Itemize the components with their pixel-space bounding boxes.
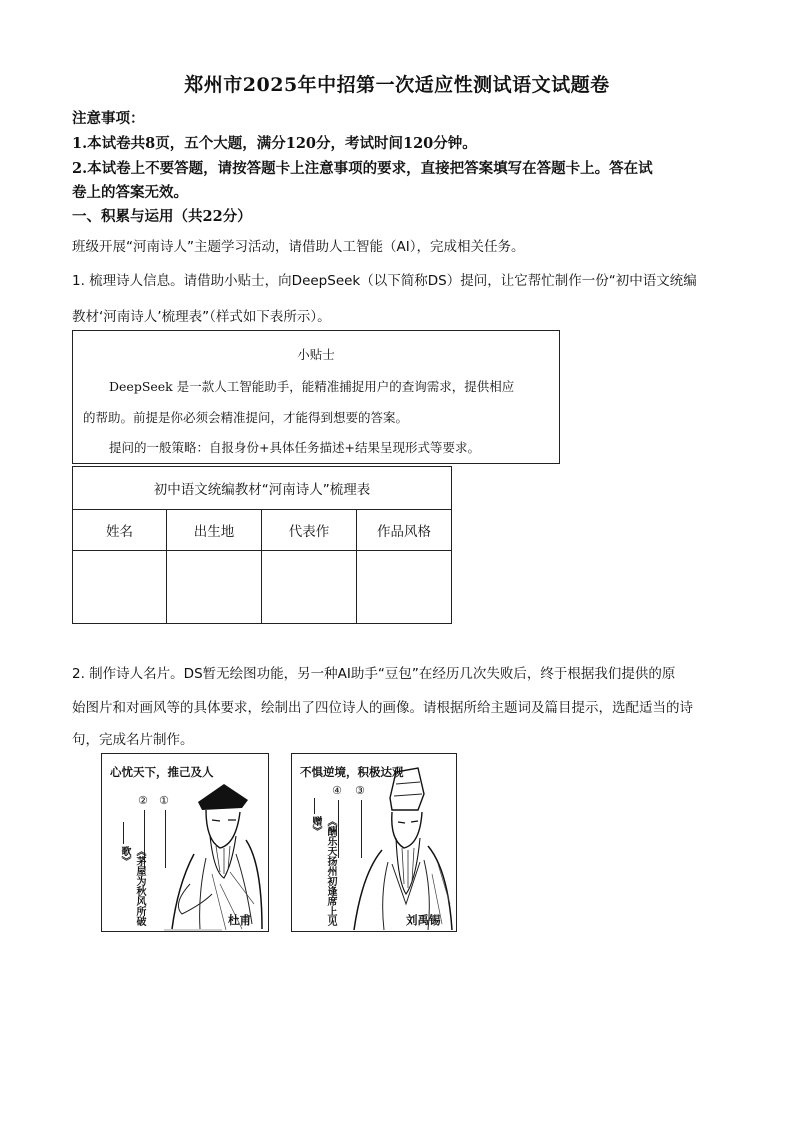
table-header-style: 作品风格: [356, 510, 451, 551]
tip-line-2: 的帮助。前提是你必须会精准提问，才能得到想要的答案。: [83, 410, 409, 425]
card-source: 《酬乐天扬州初逢席上见赠》: [310, 816, 336, 926]
table-cell: [167, 551, 262, 624]
tip-title: 小贴士: [297, 347, 335, 362]
table-caption: 初中语文统编教材“河南诗人”梳理表: [73, 467, 452, 510]
poet-table: [72, 466, 452, 624]
table-cell: [261, 551, 356, 624]
poet-card-liu-yuxi: [291, 753, 457, 932]
tip-line-1: DeepSeek 是一款人工智能助手，能精准捕捉用户的查询需求，提供相应: [109, 379, 515, 394]
tip-line-3: 提问的一般策略：自报身份+具体任务描述+结果呈现形式等要求。: [109, 440, 480, 455]
section-intro: 班级开展“河南诗人”主题学习活动，请借助人工智能（AI），完成相关任务。: [72, 239, 525, 255]
blank-marker: ③: [355, 784, 365, 797]
question-2-line3: 句，完成名片制作。: [72, 732, 194, 748]
question-1-line1: 1. 梳理诗人信息。请借助小贴士，向DeepSeek（以下简称DS）提问，让它帮忙制作一份“初中语文统编: [72, 273, 697, 289]
table-header-name: 姓名: [73, 510, 167, 551]
page-title: 郑州市2025年中招第一次适应性测试语文试题卷: [184, 74, 610, 96]
answer-line: [361, 800, 362, 858]
table-header-birthplace: 出生地: [167, 510, 262, 551]
card-theme: 心忧天下，推己及人: [110, 765, 214, 779]
poet-card-du-fu: [101, 753, 269, 932]
notice-heading: 注意事项：: [72, 110, 145, 127]
notice-item-2-line1: 2.本试卷上不要答题，请按答题卡上注意事项的要求，直接把答案填写在答题卡上。答在试: [72, 160, 653, 177]
dash-line: [314, 798, 315, 814]
poet-name: 杜甫: [228, 913, 251, 927]
blank-marker: ②: [138, 794, 148, 807]
answer-line: [165, 810, 166, 868]
question-2-line1: 2. 制作诗人名片。DS暂无绘图功能，另一种AI助手“豆包”在经历几次失败后，终于根据我们提供的原: [72, 666, 676, 682]
table-cell: [73, 551, 167, 624]
question-2-line2: 始图片和对画风等的具体要求，绘制出了四位诗人的画像。请根据所给主题词及篇目提示，选配适当的诗: [72, 700, 693, 716]
answer-line: [338, 800, 339, 858]
table-cell: [356, 551, 451, 624]
card-theme: 不惧逆境，积极达观: [300, 765, 404, 779]
notice-item-1: 1.本试卷共8页，五个大题，满分120分，考试时间120分钟。: [72, 135, 477, 152]
table-header-work: 代表作: [261, 510, 356, 551]
section-heading: 一、积累与运用（共22分）: [72, 208, 252, 225]
blank-marker: ①: [159, 794, 169, 807]
question-1-line2: 教材‘河南诗人’梳理表”（样式如下表所示）。: [72, 309, 331, 325]
blank-marker: ④: [332, 784, 342, 797]
notice-item-2-line2: 卷上的答案无效。: [72, 184, 188, 201]
dash-line: [123, 822, 124, 844]
tip-box: [72, 330, 560, 464]
poet-name: 刘禹锡: [406, 913, 441, 927]
card-source: 《茅屋为秋风所破歌》: [119, 846, 145, 926]
